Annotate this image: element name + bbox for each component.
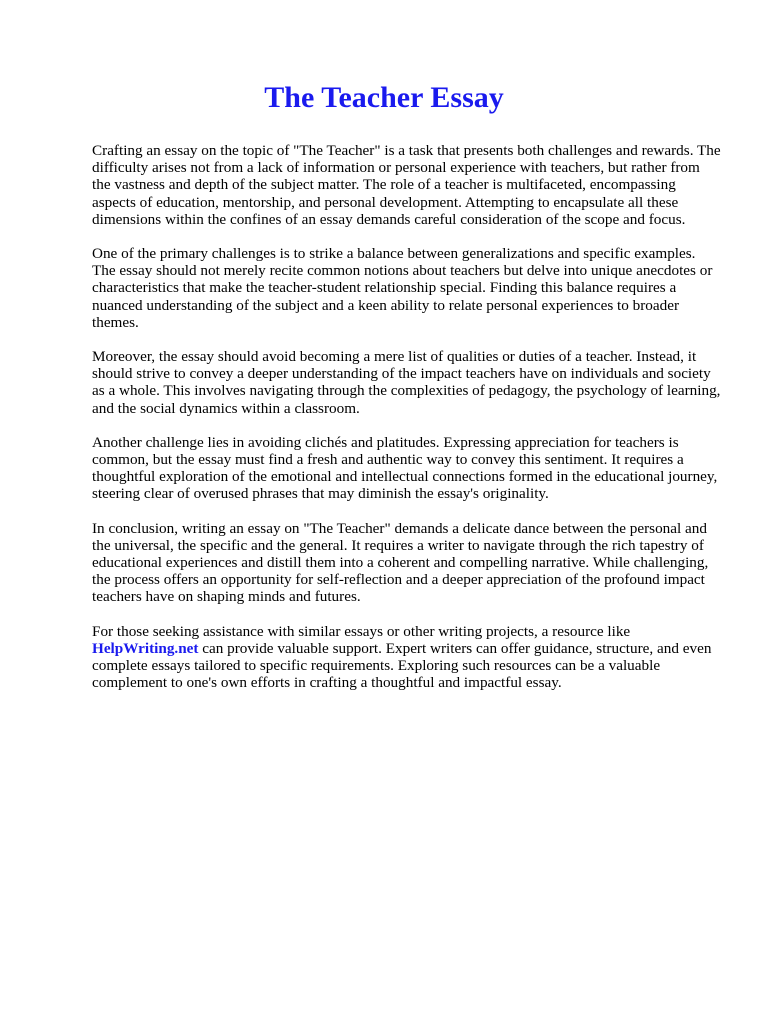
paragraph-4: Another challenge lies in avoiding clichés and platitudes. Expressing appreciation for teachers is common, but the essay must find a fresh and authentic way to convey this sentiment. It requires a thoughtful exploration of the emotional and intellectual connections formed in the educational journey, steering clear of overused phrases that may diminish the essay's originality. (92, 433, 718, 503)
paragraph-5: In conclusion, writing an essay on "The Teacher" demands a delicate dance between the personal and the universal, the specific and the general. It requires a writer to navigate through the rich tapestry of educational experiences and distill them into a coherent and compelling narrative. While challenging, the process offers an opportunity for self-reflection and a deeper appreciation of the profound impact teachers have on shaping minds and futures. (92, 519, 709, 606)
paragraph-6 (92, 623, 722, 692)
paragraph-1: Crafting an essay on the topic of "The Teacher" is a task that presents both challenges and rewards. The difficulty arises not from a lack of information or personal experience with teachers, but rather from the vastness and depth of the subject matter. The role of a teacher is multifaceted, encompassing aspects of education, mentorship, and personal development. Attempting to encapsulate all these dimensions within the confines of an essay demands careful consideration of the scope and focus. (92, 142, 721, 228)
document-body (92, 142, 722, 691)
document-title: The Teacher Essay (264, 81, 504, 114)
paragraph-2: One of the primary challenges is to strike a balance between generalizations and specific examples. The essay should not merely recite common notions about teachers but delve into unique anecdotes or characteristics that make the teacher-student relationship special. Finding this balance requires a nuanced understanding of the subject and a keen ability to relate personal experiences to broader themes. (92, 245, 713, 331)
paragraph-3: Moreover, the essay should avoid becoming a mere list of qualities or duties of a teacher. Instead, it should strive to convey a deeper understanding of the impact teachers have on individuals and society as a whole. This involves navigating through the complexities of pedagogy, the psychology of learning, and the social dynamics within a classroom. (92, 348, 721, 417)
paragraph-6-before-link: For those seeking assistance with similar essays or other writing projects, a resource like (92, 622, 631, 640)
paragraph-6-after-link: can provide valuable support. Expert writers can offer guidance, structure, and even complete essays tailored to specific requirements. Exploring such resources can be a valuable complement to one's own efforts in crafting a thoughtful and impactful essay. (92, 639, 712, 692)
helpwriting-link[interactable]: HelpWriting.net (92, 639, 199, 657)
